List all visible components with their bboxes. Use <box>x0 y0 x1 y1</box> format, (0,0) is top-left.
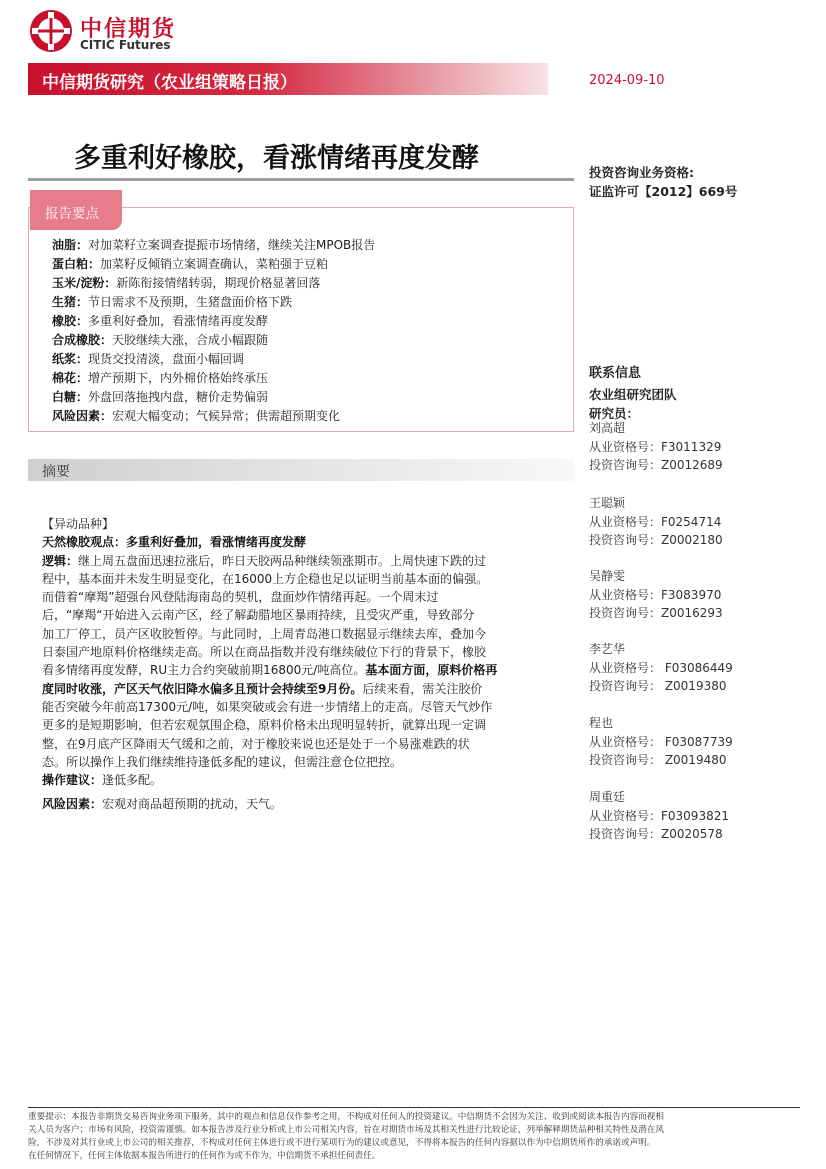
item-text: 对加菜籽立案调查提振市场情绪，继续关注MPOB报告 <box>88 238 376 252</box>
item-label: 蛋白粕： <box>52 257 101 271</box>
list-item <box>52 293 567 312</box>
contact-role: 研究员： <box>589 406 640 421</box>
logic-text: 继上周五盘面迅速拉涨后，昨日天胶两品种继续领涨期市。上周快速下跌的过 <box>78 553 487 568</box>
disclaimer-line: 重要提示：本报告非期货交易咨询业务项下服务，其中的观点和信息仅作参考之用，不构成对任何人的投资建议。中信期货不会因为关注、收到或阅读本报告内容而视相 <box>28 1112 664 1122</box>
item-text: 节日需求不及预期，生猪盘面价格下跌 <box>88 295 293 309</box>
logic-line: 加工厂停工，员产区收胶暂停。与此同时，上周青岛港口数据显示继续去库，叠加今 <box>42 626 487 641</box>
item-label: 白糖： <box>52 390 89 404</box>
item-label: 棉花： <box>52 371 89 385</box>
disclaimer-line: 关人员为客户；市场有风险，投资需谨慎。如本报告涉及行业分析或上市公司相关内容，旨在对期货市场及其相关性进行比较论证，列举解释期货品种相关特性及潜在风 <box>28 1125 664 1135</box>
researcher-name: 王聪颖 <box>589 496 626 510</box>
item-label: 油脂： <box>52 238 89 252</box>
logic-line <box>42 680 567 698</box>
logic-line: 而借着“摩羯”超强台风登陆海南岛的契机，盘面炒作情绪再起。一个周末过 <box>42 590 439 605</box>
logic-line: 程中，基本面并未发生明显变化，在16000上方企稳也足以证明当前基本面的偏强。 <box>42 571 489 586</box>
section-tag: 【异动品种】 <box>42 517 115 531</box>
key-points-tab-label: 报告要点 <box>45 206 99 222</box>
list-item <box>52 331 567 350</box>
researcher-card <box>589 788 809 844</box>
logic-line: 态。所以操作上我们继续维持逢低多配的建议，但需注意仓位把控。 <box>42 754 403 769</box>
researcher-license: 从业资格号： F03087739 <box>589 734 733 749</box>
key-points-list <box>52 236 567 426</box>
item-text: 加菜籽反倾销立案调查确认，菜粕强于豆粕 <box>100 257 329 271</box>
item-label: 玉米/淀粉： <box>52 276 117 290</box>
researcher-name: 李艺华 <box>589 642 626 656</box>
list-item <box>52 350 567 369</box>
key-points-tab <box>30 190 122 230</box>
list-item <box>52 312 567 331</box>
researcher-card <box>589 494 809 550</box>
logic-label: 逻辑： <box>42 553 79 568</box>
item-text: 宏观大幅变动；气候异常；供需超预期变化 <box>112 409 341 423</box>
logic-line <box>42 552 567 570</box>
page-title: 多重利好橡胶，看涨情绪再度发酵 <box>74 143 479 174</box>
list-item <box>52 255 567 274</box>
item-label: 风险因素： <box>52 409 113 423</box>
researcher-advisory-no: 投资咨询号：Z0016293 <box>589 606 723 620</box>
qualification-license: 证监许可【2012】669号 <box>589 184 738 199</box>
logic-line <box>42 661 567 679</box>
logic-line: 更多的是短期影响，但若宏观氛围企稳，原料价格未出现明显转折，就算出现一定调 <box>42 718 487 733</box>
researcher-card <box>589 567 809 623</box>
researcher-name: 周重廷 <box>589 790 626 804</box>
company-logo <box>28 8 198 54</box>
fundamental-bold: 度同时收涨，产区天气依旧降水偏多且预计会持续至9月份。 <box>42 681 363 696</box>
report-date: 2024-09-10 <box>589 73 665 88</box>
citic-logo-icon <box>28 8 74 54</box>
abstract-header <box>28 459 574 481</box>
disclaimer-line: 险，不涉及对其行业或上市公司的相关推荐，不构成对任何主体进行或不进行某项行为的建议或意见，不得将本报告的任何内容据以作为中信期货所作的承诺或声明。 <box>28 1138 656 1148</box>
researcher-license: 从业资格号：F03093821 <box>589 808 729 823</box>
abstract-body <box>42 515 567 814</box>
risk-text: 宏观对商品超预期的扰动，天气。 <box>102 797 283 812</box>
banner-title: 中信期货研究（农业组策略日报） <box>42 73 297 93</box>
list-item <box>52 407 567 426</box>
logic-text: 后续来看，需关注胶价 <box>362 681 483 696</box>
logic-line: 整，在9月底产区降雨天气缓和之前，对于橡胶来说也还是处于一个易涨难跌的状 <box>42 736 470 751</box>
qualification-label: 投资咨询业务资格: <box>589 165 694 180</box>
logic-line: 能否突破今年前高17300元/吨，如果突破或会有进一步情绪上的走高。尽管天气炒作 <box>42 699 493 714</box>
contact-title: 联系信息 <box>589 366 642 381</box>
researcher-license: 从业资格号： F03086449 <box>589 660 733 675</box>
item-label: 合成橡胶： <box>52 333 113 347</box>
fundamental-bold: 基本面方面，原料价格再 <box>365 663 498 678</box>
item-text: 增产预期下，内外棉价格始终承压 <box>88 371 269 385</box>
logo-en-text: CITIC Futures <box>80 38 171 52</box>
researcher-advisory-no: 投资咨询号： Z0019380 <box>589 679 727 693</box>
operation-text: 逢低多配。 <box>102 773 163 788</box>
researcher-license: 从业资格号：F3011329 <box>589 439 722 454</box>
disclaimer <box>28 1111 800 1163</box>
item-label: 生猪： <box>52 295 89 309</box>
logic-text: 看多情绪再度发酵，RU主力合约突破前期16800元/吨高位。 <box>42 663 366 678</box>
report-banner <box>28 63 548 95</box>
researcher-name: 程也 <box>589 716 614 730</box>
researcher-name: 刘高超 <box>589 421 626 435</box>
researcher-card <box>589 640 809 696</box>
list-item <box>52 369 567 388</box>
list-item <box>52 388 567 407</box>
logo-cn-text: 中信期货 <box>80 17 177 42</box>
disclaimer-line: 在任何情况下，任何主体依据本报告所进行的任何作为或不作为，中信期货不承担任何责任。 <box>28 1151 381 1161</box>
contact-team: 农业组研究团队 <box>589 387 677 402</box>
operation-line <box>42 771 567 789</box>
viewpoint-line <box>42 533 567 551</box>
researcher-advisory-no: 投资咨询号：Z0002180 <box>589 533 723 547</box>
researcher-card <box>589 714 809 770</box>
item-text: 外盘回落拖拽内盘，糖价走势偏弱 <box>88 390 269 404</box>
item-label: 橡胶： <box>52 314 89 328</box>
item-text: 多重利好叠加，看涨情绪再度发酵 <box>88 314 269 328</box>
risk-line <box>42 795 567 813</box>
logic-line: 后，“摩羯“开始进入云南产区，经了解勐腊地区暴雨持续，且受灾严重，导致部分 <box>42 608 475 623</box>
disclaimer-divider <box>28 1107 800 1108</box>
viewpoint: 天然橡胶观点：多重利好叠加，看涨情绪再度发酵 <box>42 535 307 550</box>
operation-label: 操作建议： <box>42 773 103 788</box>
title-divider <box>28 178 574 181</box>
list-item <box>52 274 567 293</box>
abstract-header-label: 摘要 <box>42 464 70 480</box>
researcher-name: 吴静雯 <box>589 569 626 583</box>
researcher-advisory-no: 投资咨询号：Z0012689 <box>589 458 723 472</box>
researcher-card <box>589 419 809 475</box>
item-label: 纸浆： <box>52 352 89 366</box>
item-text: 新陈衔接情绪转弱，期现价格显著回落 <box>116 276 321 290</box>
list-item <box>52 236 567 255</box>
risk-label: 风险因素： <box>42 797 103 812</box>
researcher-advisory-no: 投资咨询号：Z0020578 <box>589 827 723 841</box>
researcher-license: 从业资格号：F0254714 <box>589 514 722 529</box>
item-text: 现货交投清淡，盘面小幅回调 <box>88 352 245 366</box>
researcher-license: 从业资格号：F3083970 <box>589 587 722 602</box>
researcher-advisory-no: 投资咨询号： Z0019480 <box>589 753 727 767</box>
item-text: 天胶继续大涨，合成小幅跟随 <box>112 333 269 347</box>
logic-line: 日泰国产地原料价格继续走高。所以在商品指数并没有继续破位下行的背景下，橡胶 <box>42 645 487 660</box>
